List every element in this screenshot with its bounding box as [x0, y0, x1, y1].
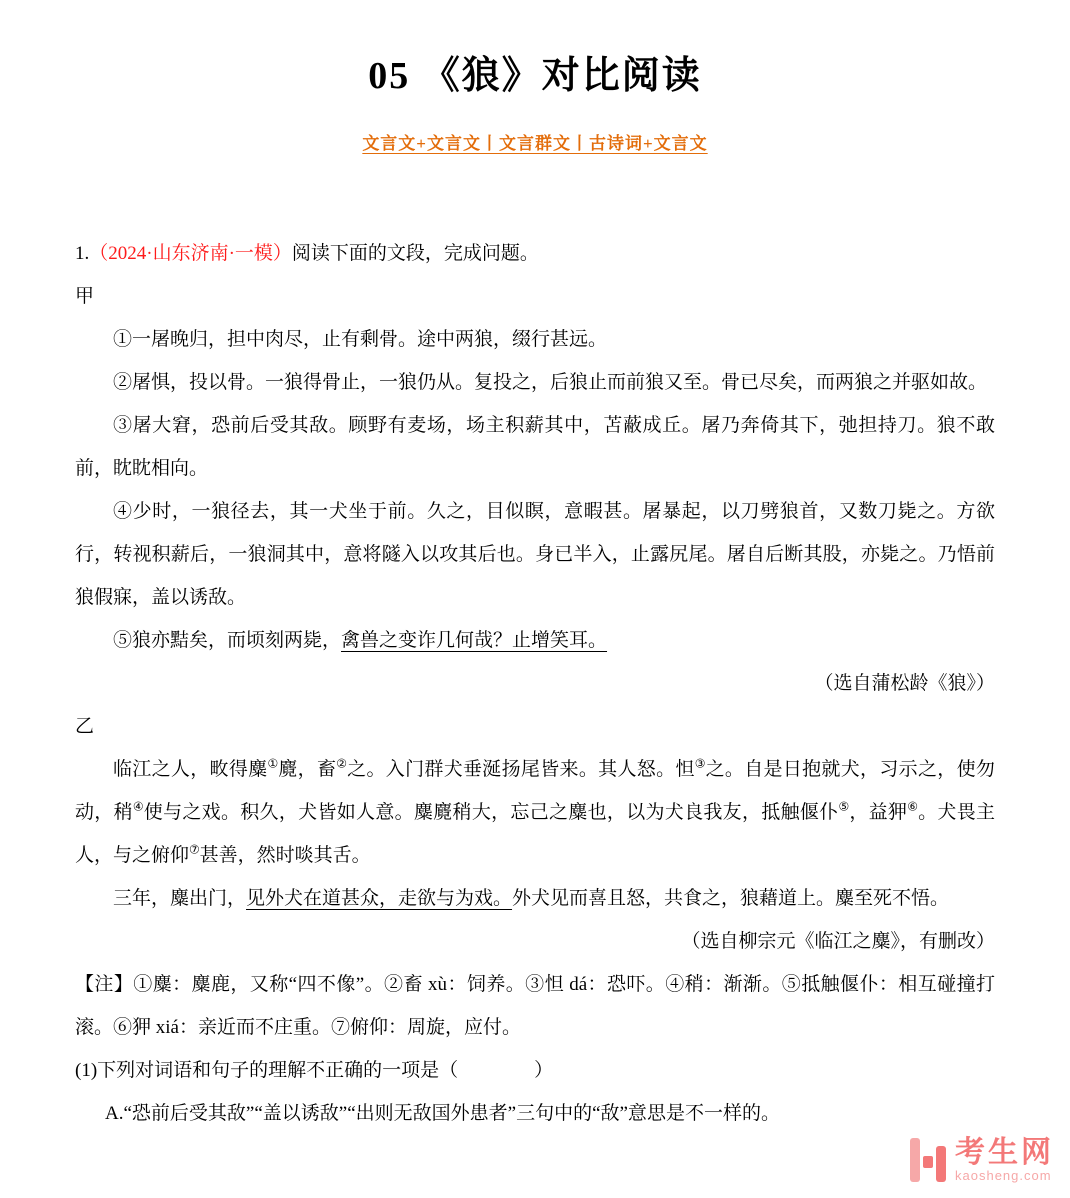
watermark-domain: kaosheng.com — [955, 1168, 1052, 1184]
passage-paragraph — [75, 361, 995, 404]
passage-jia-attribution: （选自蒲松龄《狼》） — [814, 673, 995, 695]
passage-yi-label: 乙 — [75, 716, 95, 738]
page-title: 05 《狼》对比阅读 — [368, 55, 702, 97]
passage-text: 甚善，然时啖其舌。 — [199, 845, 371, 867]
passage-notes: 【注】①麋：麋鹿，又称“四不像”。②畜 xù：饲养。③怛 dá：恐吓。④稍：渐渐。⑤抵触偃仆：相互碰撞打滚。⑥狎 xiá：亲近而不庄重。⑦俯仰：周旋，应付。 — [75, 974, 995, 1039]
question-1-stem: (1)下列对词语和句子的理解不正确的一项是（ ） — [75, 1060, 554, 1082]
watermark — [910, 1136, 1054, 1184]
passage-paragraph — [75, 490, 995, 619]
passage-yi-attribution: （选自柳宗元《临江之麋》，有删改） — [681, 931, 995, 953]
passage-text: ②屠惧，投以骨。一狼得骨止，一狼仍从。复投之，后狼止而前狼又至。骨已尽矣，而两狼之并驱如故。 — [113, 372, 988, 394]
passage-paragraph — [75, 748, 995, 877]
passage-paragraph — [75, 404, 995, 490]
watermark-text — [955, 1136, 1054, 1183]
question-1-option-a: A.“恐前后受其敌”“盖以诱敌”“出则无敌国外患者”三句中的“敌”意思是不一样的。 — [105, 1103, 780, 1125]
passage-yi-body — [75, 748, 995, 920]
question-header — [75, 232, 995, 275]
logo-bar — [936, 1146, 946, 1182]
note-ref-superscript: ④ — [132, 801, 144, 815]
question-instruction: 阅读下面的文段，完成问题。 — [291, 243, 539, 265]
passage-jia-label: 甲 — [75, 286, 95, 308]
passage-jia-body — [75, 318, 995, 662]
passage-text: 临江之人，畋得麋 — [113, 759, 268, 781]
passage-text: 之。自是日抱就犬，习示之，使勿动，稍 — [75, 759, 995, 824]
note-ref-superscript: ③ — [694, 758, 706, 772]
note-ref-superscript: ⑥ — [907, 801, 919, 815]
doc-subtitle: 文言文+文言文丨文言群文丨古诗词+文言文 — [362, 134, 708, 154]
passage-paragraph — [75, 619, 995, 662]
passage-text: 之。入门群犬垂涎扬尾皆来。其人怒。怛 — [347, 759, 695, 781]
note-ref-superscript: ① — [267, 758, 279, 772]
logo-bar — [923, 1156, 933, 1168]
note-ref-superscript: ② — [336, 758, 348, 772]
passage-text: ，益狎 — [849, 802, 908, 824]
underlined-text: 见外犬在道甚众，走欲与为戏。 — [246, 888, 513, 910]
document-body — [75, 232, 995, 1135]
passage-paragraph — [75, 877, 995, 920]
passage-text: 使与之戏。积久，犬皆如人意。麋麑稍大，忘己之麋也，以为犬良我友，抵触偃仆 — [143, 802, 839, 824]
passage-text: 三年，麋出门， — [113, 888, 247, 910]
passage-text: ⑤狼亦黠矣，而顷刻两毙， — [113, 630, 342, 652]
passage-text: 。犬畏主人，与之俯仰 — [75, 802, 995, 867]
passage-text: ③屠大窘，恐前后受其敌。顾野有麦场，场主积薪其中，苫蔽成丘。屠乃奔倚其下，弛担持刀。狼不敢前，眈眈相向。 — [75, 415, 995, 480]
passage-text: ④少时，一狼径去，其一犬坐于前。久之，目似瞑，意暇甚。屠暴起，以刀劈狼首，又数刀毙之。方欲行，转视积薪后，一狼洞其中，意将隧入以攻其后也。身已半入，止露尻尾。屠自后断其股，亦毙之。乃悟前狼假寐，盖以诱敌。 — [75, 501, 995, 609]
underlined-text: 禽兽之变诈几何哉？止增笑耳。 — [341, 630, 608, 652]
passage-paragraph — [75, 318, 995, 361]
passage-text: 外犬见而喜且怒，共食之，狼藉道上。麋至死不悟。 — [512, 888, 950, 910]
watermark-name: 考生网 — [955, 1136, 1054, 1170]
note-ref-superscript: ⑦ — [189, 844, 200, 858]
question-source-tag: （2024·山东济南·一模） — [89, 243, 292, 265]
kaosheng-logo-icon — [910, 1136, 946, 1184]
passage-text: 麑，畜 — [278, 759, 337, 781]
passage-text: ①一屠晚归，担中肉尽，止有剩骨。途中两狼，缀行甚远。 — [113, 329, 608, 351]
question-number: 1. — [75, 243, 90, 265]
logo-bar — [910, 1138, 920, 1182]
note-ref-superscript: ⑤ — [838, 801, 850, 815]
